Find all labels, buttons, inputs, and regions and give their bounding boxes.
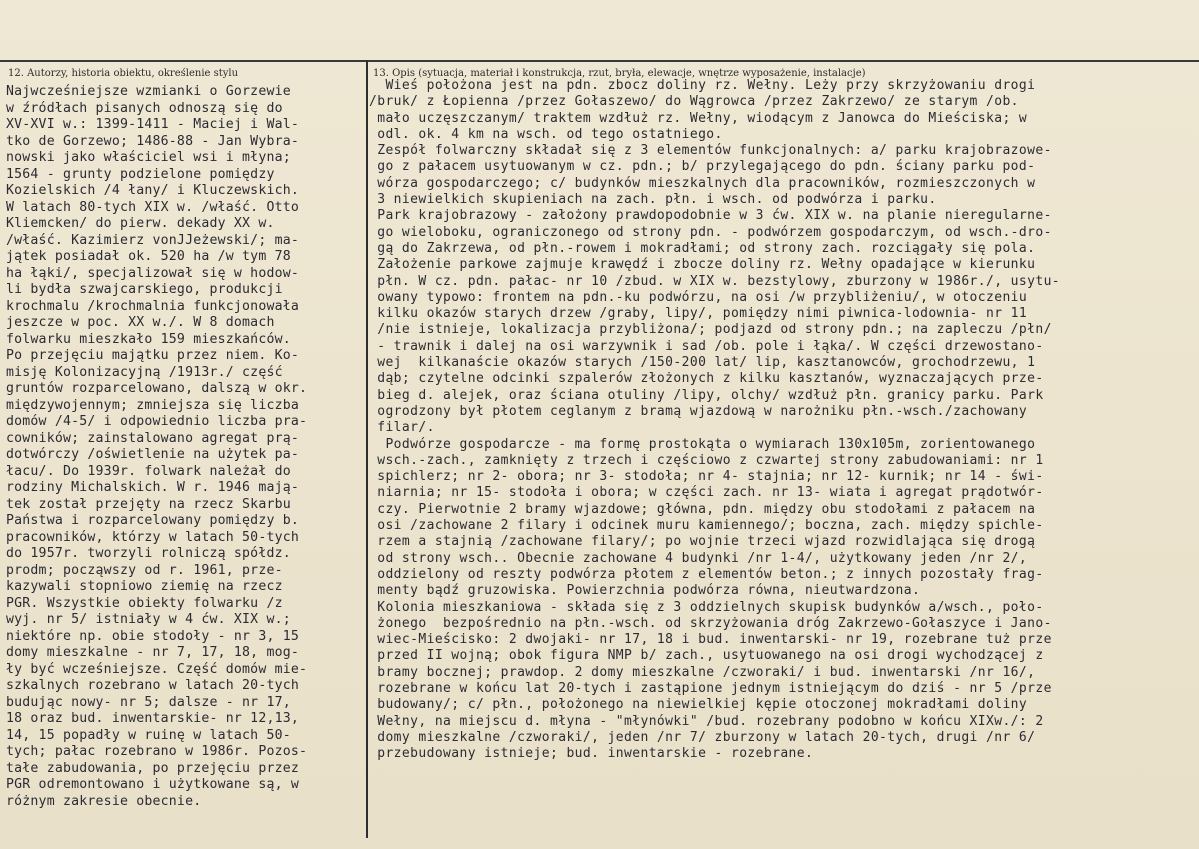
left-line: Po przejęciu majątku przez niem. Ko- <box>6 348 300 363</box>
right-line: /bruk/ z Łopienna /przez Gołaszewo/ do Wągrowca /przez Zakrzewo/ ze starym /ob. <box>369 94 1019 110</box>
left-line: ha łąki/, specjalizował się w hodow- <box>6 265 300 281</box>
right-line: przebudowany istnieje; bud. inwentarskie - rozebrane. <box>369 746 814 762</box>
right-line: Zespół folwarczny składał się z 3 elementów funkcjonalnych: a/ parku krajobrazowe- <box>369 143 1052 159</box>
left-line: 18 oraz bud. inwentarskie- nr 12,13, <box>6 711 300 726</box>
right-line: Wełny, na miejscu d. młyna - "młynówki" /bud. rozebrany podobno w końcu XIXw./: 2 <box>369 713 1044 729</box>
right-line: oddzielony od reszty podwórza płotem z elementów beton.; z innych pozostały frag- <box>369 566 1044 582</box>
left-line: tek został przejęty na rzecz Skarbu <box>6 496 291 512</box>
left-line: kazywali stopniowo ziemię na rzecz <box>6 579 283 594</box>
table-top-rule <box>0 60 1199 62</box>
left-line: ły być wcześniejsze. Część domów mie- <box>6 661 308 677</box>
right-line: od strony wsch.. Obecnie zachowane 4 budynki /nr 1-4/, użytkowany jeden /nr 2/, <box>369 550 1028 566</box>
right-line: domy mieszkalne /czworaki/, jeden /nr 7/ zburzony w latach 20-tych, drugi /nr 6/ <box>369 729 1036 745</box>
right-line: go wieloboku, ograniczonego od strony pdn. - podwórzem gospodarczym, od wsch.-dro- <box>369 224 1052 240</box>
left-line: tych; pałac rozebrano w 1986r. Pozos- <box>6 744 308 759</box>
left-line: tałe zabudowania, po przejęciu przez <box>6 760 300 776</box>
right-line: owany typowo: frontem na pdn.-ku podwórzu, na osi /w przybliżeniu/, w otoczeniu <box>369 289 1028 305</box>
right-line: ogrodzony był płotem ceglanym z bramą wjazdową w narożniku płn.-wsch./zachowany <box>369 403 1028 419</box>
left-line: nowski jako właściciel wsi i młyna; <box>6 150 291 165</box>
left-line: Kozielskich /4 łany/ i Kluczewskich. <box>6 183 300 198</box>
left-line: Kliemcken/ do pierw. dekady XX w. <box>6 216 275 231</box>
right-line: Kolonia mieszkaniowa - składa się z 3 oddzielnych skupisk budynków a/wsch., poło- <box>369 599 1044 615</box>
right-line: filar/. <box>369 420 435 436</box>
left-line: w źródłach pisanych odnoszą się do <box>6 100 283 116</box>
right-line: budowany/; c/ płn., położonego na niewielkiej kępie otoczonej mokradłami doliny <box>369 697 1028 713</box>
right-line: wiec-Mieścisko: 2 dwojaki- nr 17, 18 i bud. inwentarski- nr 19, rozebrane tuż prze <box>369 632 1052 648</box>
right-line: gą do Zakrzewa, od płn.-rowem i mokradłami; od strony zach. rozciągały się pola. <box>369 240 1036 256</box>
right-line: żonego bezpośrednio na płn.-wsch. od skrzyżowania dróg Zakrzewo-Gołaszyce i Jano- <box>369 615 1052 631</box>
left-line: wyj. nr 5/ istniały w 4 ćw. XIX w.; <box>6 612 291 627</box>
right-line: bramy bocznej; prawdop. 2 domy mieszkalne /czworaki/ i bud. inwentarski /nr 16/, <box>369 664 1036 680</box>
left-line: XV-XVI w.: 1399-1411 - Maciej i Wal- <box>6 117 300 132</box>
left-line: dotwórczy /oświetlenie na użytek pa- <box>6 447 300 462</box>
left-line: jeszcze w poc. XX w./. W 8 domach <box>6 315 275 330</box>
right-line: wsch.-zach., zamknięty z trzech i częściowo z czwartej strony zabudowaniami: nr 1 <box>369 452 1044 468</box>
right-line: wórza gospodarczego; c/ budynków mieszkalnych dla pracowników, rozmieszczonych w <box>369 175 1036 191</box>
left-line: domy mieszkalne - nr 7, 17, 18, mog- <box>6 645 300 660</box>
right-line: niarnia; nr 15- stodoła i obora; w części zach. nr 13- wiata i agregat prądotwór- <box>369 485 1044 501</box>
left-line: tko de Gorzewo; 1486-88 - Jan Wybra- <box>6 133 300 149</box>
right-line: Podwórze gospodarcze - ma formę prostokąta o wymiarach 130x105m, zorientowanego <box>369 436 1036 452</box>
right-line: osi /zachowane 2 filary i odcinek muru kamiennego/; boczna, zach. między spichle- <box>369 518 1044 534</box>
left-line: prodm; począwszy od r. 1961, prze- <box>6 562 283 578</box>
right-line: /nie istnieje, lokalizacja przybliżona/; podjazd od strony pdn.; na zapleczu /płn/ <box>369 322 1052 338</box>
column-divider <box>366 60 368 838</box>
section-12-header: 12. Autorzy, historia obiektu, określenie stylu <box>8 68 239 79</box>
left-line: niektóre np. obie stodoły - nr 3, 15 <box>6 628 300 644</box>
left-line: budując nowy- nr 5; dalsze - nr 17, <box>6 694 291 710</box>
right-line: dąb; czytelne odcinki szpalerów złożonych z kilku kasztanów, wyznaczających prze- <box>369 371 1044 387</box>
right-line: czy. Pierwotnie 2 bramy wjazdowe; główna, pdn. między obu stodołami z pałacem na <box>369 501 1036 517</box>
right-line: odl. ok. 4 km na wsch. od tego ostatniego. <box>369 126 723 142</box>
section-13-header: 13. Opis (sytuacja, materiał i konstrukcja, rzut, bryła, elewacje, wnętrze wyposażenie, instalacje) <box>373 68 866 79</box>
right-line: go z pałacem usytuowanym w cz. pdn.; b/ przylegającego do pdn. ściany parku pod- <box>369 159 1036 175</box>
right-line: mało uczęszczanym/ traktem wzdłuż rz. Wełny, wiodącym z Janowca do Mieściska; w <box>369 110 1028 126</box>
right-line: kilku okazów starych drzew /graby, lipy/, pomiędzy nimi piwnica-lodownia- nr 11 <box>369 306 1028 322</box>
right-line: rozebrane w końcu lat 20-tych i zastąpione jednym istniejącym do dziś - nr 5 /prze <box>369 680 1052 696</box>
left-line: li bydła szwajcarskiego, produkcji <box>6 282 283 297</box>
left-line: 1564 - grunty podzielone pomiędzy <box>6 166 275 182</box>
left-line: łacu/. Do 1939r. folwark należał do <box>6 463 291 479</box>
right-line: Park krajobrazowy - założony prawdopodobnie w 3 ćw. XIX w. na planie nieregularne- <box>369 208 1052 224</box>
right-line: bieg d. alejek, oraz ściana otuliny /lipy, olchy/ wzdłuż płn. granicy parku. Park <box>369 387 1044 403</box>
right-line: Wieś położona jest na pdn. zbocz doliny rz. Wełny. Leży przy skrzyżowaniu drogi <box>369 78 1036 93</box>
left-line: cowników; zainstalowano agregat prą- <box>6 430 300 446</box>
left-line: Najwcześniejsze wzmianki o Gorzewie <box>6 84 291 99</box>
left-line: folwarku mieszkało 159 mieszkańców. <box>6 331 291 347</box>
left-line: PGR odremontowano i użytkowane są, w <box>6 777 300 792</box>
right-line: przed II wojną; obok figura NMP b/ zach., usytuowanego na osi drogi wychodzącej z <box>369 648 1044 664</box>
right-line: spichlerz; nr 2- obora; nr 3- stodoła; nr 4- stajnia; nr 12- kurnik; nr 14 - świ- <box>369 469 1044 485</box>
left-line: krochmalu /krochmalnia funkcjonowała <box>6 298 300 314</box>
right-line: płn. W cz. pdn. pałac- nr 10 /zbud. w XIX w. bezstylowy, zburzony w 1986r./, usytu- <box>369 273 1061 289</box>
left-line: gruntów rozparcelowano, dalszą w okr. <box>6 381 308 396</box>
left-line: domów /4-5/ i odpowiednio liczba pra- <box>6 414 308 429</box>
right-line: wej kilkanaście okazów starych /150-200 lat/ lip, kasztanowców, grochodrzewu, 1 <box>369 355 1036 371</box>
left-line: PGR. Wszystkie obiekty folwarku /z <box>6 595 283 611</box>
left-line: jątek posiadał ok. 520 ha /w tym 78 <box>6 249 291 264</box>
left-line: rodziny Michalskich. W r. 1946 mają- <box>6 480 300 495</box>
left-line: /właść. Kazimierz vonJJeżewski/; ma- <box>6 232 300 248</box>
left-line: 14, 15 popadły w ruinę w latach 50- <box>6 727 291 743</box>
right-line: menty bądź gruzowiska. Powierzchnia podwórza równa, nieutwardzona. <box>369 583 921 599</box>
left-line: różnym zakresie obecnie. <box>6 793 202 809</box>
right-line: Założenie parkowe zajmuje krawędź i zbocze doliny rz. Wełny opadające w kierunku <box>369 257 1036 273</box>
left-line: międzywojennym; zmniejsza się liczba <box>6 397 300 413</box>
right-line: 3 niewielkich skupieniach na zach. płn. i wsch. od podwórza i parku. <box>369 192 937 208</box>
right-line: rzem a stajnią /zachowane filary/; po wojnie trzeci wjazd rozwidlająca się drogą <box>369 534 1036 550</box>
left-line: szkalnych rozebrano w latach 20-tych <box>6 678 300 693</box>
left-line: misję Kolonizacyjną /1913r./ część <box>6 364 283 380</box>
right-line: - trawnik i dalej na osi warzywnik i sad /ob. pole i łąka/. W części drzewostano- <box>369 338 1044 354</box>
left-line: pracowników, którzy w latach 50-tych <box>6 529 300 545</box>
description-text-column <box>369 78 1197 762</box>
left-line: W latach 80-tych XIX w. /właść. Otto <box>6 199 300 215</box>
left-line: Państwa i rozparcelowany pomiędzy b. <box>6 513 300 528</box>
left-line: do 1957r. tworzyli rolniczą spółdz. <box>6 546 291 561</box>
history-text-column <box>6 84 364 810</box>
